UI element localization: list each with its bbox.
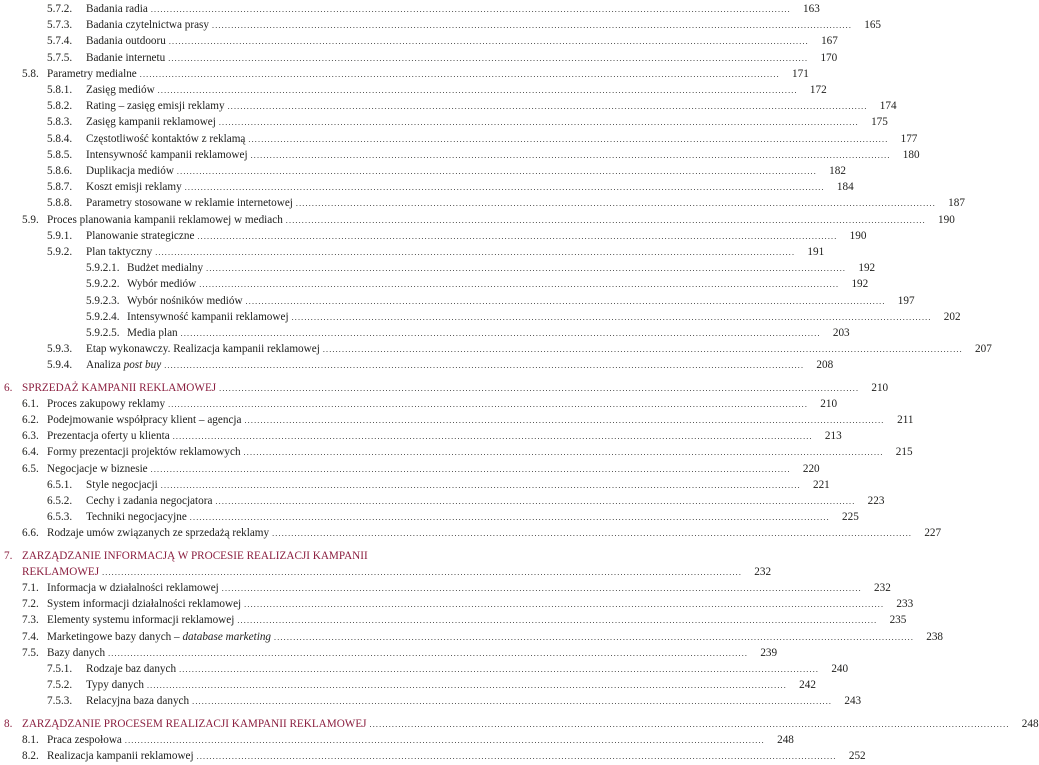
toc-number: 6.2. [22,414,39,426]
toc-number: 8.2. [22,750,39,762]
toc-number: 6. [4,381,13,394]
toc-title [127,260,203,276]
dot-leader: ........................................................................................................................................................................................................ [272,529,913,539]
toc-title-text: System informacji działalności reklamowej [47,598,242,611]
toc-page-number: 232 [874,582,891,594]
toc-title-text: Media plan [127,327,178,339]
dot-leader: ........................................................................................................................................................................................................ [245,296,886,306]
toc-title-text: Duplikacja mediów [86,165,174,177]
toc-number: 5.7.2. [47,3,73,15]
toc-title [86,114,216,130]
toc-page-number: 208 [816,359,834,372]
toc-page-number: 175 [871,116,888,129]
toc-page-number: 192 [858,262,876,275]
toc-number: 5.8.6. [47,165,73,177]
toc-page-number: 221 [812,478,830,491]
dot-leader: ........................................................................................................................................................................................................ [369,719,1010,729]
toc-title [86,179,182,195]
toc-number: 8.1. [22,733,39,746]
dot-leader: ........................................................................................................................................................................................................ [150,5,791,14]
toc-number: 5.9.2.1. [86,262,120,275]
toc-page-number: 182 [829,165,846,177]
toc-title-text: Relacyjna baza danych [86,695,190,708]
toc-title-text: Informacja w działalności reklamowej [47,582,219,594]
toc-entry[interactable] [47,693,862,709]
toc-title-text: Analiza [86,359,124,372]
toc-entry[interactable] [47,477,830,493]
toc-title [47,596,241,612]
toc-entry[interactable] [22,396,838,412]
toc-title-text: Parametry stosowane w reklamie internetowej [86,197,293,210]
toc-title [86,33,166,49]
toc-title [47,748,194,764]
toc-page-number: 215 [895,446,913,459]
toc-number: 5.9.4. [47,359,73,372]
toc-page-number: 232 [754,565,772,578]
toc-page-number: 180 [902,148,920,161]
toc-title [127,293,243,309]
dot-leader: ........................................................................................................................................................................................................ [206,264,847,274]
toc-number: 5.8.4. [47,132,73,145]
toc-page-number: 213 [824,430,842,443]
toc-title [47,428,170,444]
dot-leader: ........................................................................................................................................................................................................ [139,69,780,79]
toc-entry[interactable] [47,50,838,66]
toc-number: 5.8.3. [47,116,73,129]
toc-entry[interactable] [22,212,955,228]
toc-entry[interactable] [47,357,834,373]
dot-leader: ........................................................................................................................................................................................................ [102,567,743,577]
dot-leader: ........................................................................................................................................................................................................ [192,697,833,707]
toc-number: 6.5.3. [47,511,73,524]
toc-page-number: 163 [803,3,820,15]
toc-number: 8. [4,717,13,730]
toc-entry[interactable] [47,228,867,244]
toc-title-text: Proces planowania kampanii reklamowej w mediach [47,213,283,226]
toc-page-number: 239 [760,646,778,659]
toc-entry[interactable] [47,82,827,98]
toc-title-text: Plan taktyczny [86,246,153,258]
toc-title-text: Praca zespołowa [47,733,122,746]
dot-leader: ........................................................................................................................................................................................................ [160,480,801,490]
toc-title-text: Formy prezentacji projektów reklamowych [47,446,241,459]
toc-number: 5.9.2.2. [86,278,120,291]
toc-number: 7.1. [22,582,39,594]
toc-title-text: Zasięg kampanii reklamowej [86,116,216,129]
dot-leader: ........................................................................................................................................................................................................ [274,632,915,642]
toc-title [47,525,269,541]
toc-title [86,357,161,373]
toc-entry[interactable] [47,677,816,693]
toc-page-number: 238 [926,630,944,643]
toc-title-text: Budżet medialny [127,262,204,275]
dot-leader: ........................................................................................................................................................................................................ [108,648,749,658]
toc-title [127,276,196,292]
toc-entry[interactable] [4,564,772,580]
toc-title [86,147,248,163]
toc-page-number: 210 [871,381,889,394]
toc-number: 7.5.1. [47,663,73,675]
toc-title [47,212,283,228]
dot-leader: ........................................................................................................................................................................................................ [295,199,936,209]
toc-page-number: 227 [924,527,942,540]
toc-entry[interactable] [47,244,825,260]
toc-number: 6.5.2. [47,495,73,507]
dot-leader: ........................................................................................................................................................................................................ [248,134,889,144]
toc-page-number: 174 [879,100,897,113]
toc-page-number: 252 [848,750,866,762]
dot-leader: ........................................................................................................................................................................................................ [244,416,885,425]
toc-number: 6.4. [22,446,39,459]
toc-title [86,693,189,709]
toc-page-number: 220 [802,462,820,475]
toc-number: 7.3. [22,614,39,627]
dot-leader: ........................................................................................................................................................................................................ [189,513,830,523]
toc-title-text: Intensywność kampanii reklamowej [86,148,248,161]
dot-leader: ........................................................................................................................................................................................................ [197,231,838,241]
toc-number: 6.1. [22,397,39,410]
toc-title [86,131,245,147]
toc-page-number: 240 [831,663,849,675]
toc-title-text: Negocjacje w biznesie [47,462,148,475]
toc-number: 5.9.1. [47,229,73,242]
toc-number: 5.7.4. [47,35,73,48]
toc-number: 6.6. [22,527,39,540]
toc-title [86,509,187,525]
dot-leader: ........................................................................................................................................................................................................ [227,102,868,112]
dot-leader: ........................................................................................................................................................................................................ [180,329,821,338]
toc-number: 5.9.2.5. [86,327,120,339]
toc-title-text: Badanie internetu [86,51,166,64]
toc-page-number: 225 [842,511,859,524]
toc-title-text: Etap wykonawczy. Realizacja kampanii reklamowej [86,343,320,356]
toc-title [86,244,152,260]
toc-number: 7. [4,549,13,562]
toc-number: 5.9.2.4. [86,310,120,323]
toc-entry[interactable] [22,428,842,444]
dot-leader: ........................................................................................................................................................................................................ [157,86,798,95]
toc-title-text: Badania outdooru [86,35,166,48]
toc-number: 5.8.8. [47,197,73,210]
toc-title-text: Prezentacja oferty u klienta [47,430,170,443]
dot-leader: ........................................................................................................................................................................................................ [150,464,791,474]
toc-number: 5.8. [22,67,39,80]
toc-page-number: 191 [807,246,825,258]
toc-entry[interactable] [22,66,809,82]
toc-title [86,661,176,677]
toc-entry[interactable] [22,444,913,460]
toc-entry[interactable] [86,276,869,292]
toc-title-text: Podejmowanie współpracy klient – agencja [47,414,242,426]
dot-leader: ........................................................................................................................................................................................................ [291,312,932,322]
toc-title-italic: database marketing [182,630,272,643]
toc-title-text: Rating – zasięg emisji reklamy [86,100,225,113]
dot-leader: ........................................................................................................................................................................................................ [219,383,860,393]
toc-title-text: Planowanie strategiczne [86,229,195,242]
toc-title [47,444,241,460]
toc-entry[interactable] [47,1,820,17]
toc-entry[interactable] [22,580,891,596]
toc-title [86,228,194,244]
toc-title [86,163,174,179]
toc-title-text: Bazy danych [47,646,106,659]
toc-title-text: SPRZEDAŻ KAMPANII REKLAMOWEJ [22,381,217,394]
dot-leader: ........................................................................................................................................................................................................ [221,584,862,593]
toc-title-text: Cechy i zadania negocjatora [86,495,213,507]
dot-leader: ........................................................................................................................................................................................................ [212,21,853,31]
dot-leader: ........................................................................................................................................................................................................ [237,616,878,626]
toc-number: 5.8.2. [47,100,73,113]
toc-entry[interactable] [47,195,965,211]
toc-title [86,17,209,33]
dot-leader: ........................................................................................................................................................................................................ [215,497,856,506]
toc-page-number: 172 [809,84,827,96]
toc-page-number: 165 [864,19,882,32]
toc-title-text: Proces zakupowy reklamy [47,397,166,410]
toc-number: 5.7.5. [47,51,73,64]
toc-chapter[interactable] [4,380,889,396]
toc-number: 5.7.3. [47,19,73,32]
toc-entry[interactable] [22,412,914,428]
toc-title [47,645,105,661]
toc-number: 7.5.2. [47,679,73,692]
dot-leader: ........................................................................................................................................................................................................ [124,735,765,745]
toc-entry[interactable] [22,732,794,748]
toc-title-text: Marketingowe bazy danych – [47,630,183,643]
dot-leader: ........................................................................................................................................................................................................ [218,118,859,128]
toc-title [86,195,293,211]
dot-leader: ........................................................................................................................................................................................................ [155,248,796,257]
toc-number: 5.9. [22,213,39,226]
toc-title [22,380,216,396]
toc-title-text: Wybór nośników mediów [127,294,243,307]
toc-title [86,341,320,357]
toc-number: 6.5. [22,462,39,475]
dot-leader: ........................................................................................................................................................................................................ [168,399,809,409]
toc-number: 5.8.5. [47,148,73,161]
toc-number: 5.9.2. [47,246,73,258]
dot-leader: ........................................................................................................................................................................................................ [244,600,885,610]
toc-page-number: 171 [792,67,809,80]
dot-leader: ........................................................................................................................................................................................................ [285,215,926,225]
toc-title [127,325,178,341]
toc-entry[interactable] [86,260,876,276]
toc-title-italic: post buy [123,359,162,372]
dot-leader: ........................................................................................................................................................................................................ [179,665,820,674]
toc-title [86,1,148,17]
toc-entry[interactable] [86,309,961,325]
toc-page-number: 235 [889,614,907,627]
toc-chapter[interactable] [4,716,1039,732]
toc-page-number: 210 [820,397,838,410]
toc-entry[interactable] [47,98,897,114]
toc-page-number: 192 [851,278,869,291]
toc-title-continued: REKLAMOWEJ [22,565,100,578]
toc-entry[interactable] [22,645,778,661]
toc-title [47,412,241,428]
toc-entry[interactable] [47,179,854,195]
toc-title [47,580,219,596]
toc-title [47,461,148,477]
toc-entry[interactable] [86,293,915,309]
toc-page-number: 242 [799,679,816,692]
toc-entry[interactable] [47,114,888,130]
toc-entry[interactable] [47,493,885,509]
toc-page-number: 197 [897,294,915,307]
toc-title [86,98,225,114]
toc-page-number: 170 [820,51,838,64]
toc-title-text: Realizacja kampanii reklamowej [47,750,194,762]
toc-title [86,493,212,509]
toc-title [86,82,155,98]
toc-page-number: 184 [836,181,854,194]
toc-entry[interactable] [22,629,944,645]
dot-leader: ........................................................................................................................................................................................................ [164,361,805,371]
toc-title [47,66,137,82]
toc-title [86,477,158,493]
dot-leader: ........................................................................................................................................................................................................ [146,681,787,691]
dot-leader: ........................................................................................................................................................................................................ [199,280,840,290]
toc-page-number: 248 [1021,717,1039,730]
toc-number: 5.8.7. [47,181,73,194]
toc-title-text: Koszt emisji reklamy [86,181,182,194]
toc-entry[interactable] [47,163,846,179]
toc-title-text: Typy danych [86,679,144,692]
toc-page-number: 248 [777,733,794,746]
toc-number: 7.2. [22,598,39,611]
toc-title-text: Intensywność kampanii reklamowej [127,310,289,323]
toc-number: 6.5.1. [47,478,73,491]
toc-number: 5.8.1. [47,84,73,96]
dot-leader: ........................................................................................................................................................................................................ [176,167,817,176]
toc-page-number: 211 [897,414,914,426]
toc-title [47,396,165,412]
toc-page-number: 223 [867,495,885,507]
toc-title-text: Elementy systemu informacji reklamowej [47,614,235,627]
toc-number: 7.4. [22,630,39,643]
dot-leader: ........................................................................................................................................................................................................ [243,448,884,458]
toc-title [127,309,289,325]
toc-page-number: 177 [900,132,918,145]
toc-number: 5.9.3. [47,343,73,356]
toc-title-text: Wybór mediów [127,278,197,291]
toc-page-number: 233 [896,598,914,611]
toc-entry[interactable] [47,33,838,49]
toc-page-number: 243 [844,695,862,708]
toc-title-text: Częstotliwość kontaktów z reklamą [86,132,246,145]
toc-entry[interactable] [47,17,882,33]
toc-page-number: 167 [821,35,838,48]
dot-leader: ........................................................................................................................................................................................................ [168,37,809,47]
toc-page-number: 187 [948,197,965,210]
toc-entry[interactable] [47,147,920,163]
toc-entry[interactable] [22,596,914,612]
toc-entry[interactable] [22,461,820,477]
toc-page-number: 203 [832,327,850,339]
toc-title-text: Style negocjacji [86,478,158,491]
toc-title-text: Rodzaje baz danych [86,663,177,675]
toc-entry[interactable] [22,612,907,628]
toc-number: 6.3. [22,430,39,443]
toc-title [22,716,367,732]
toc-title-text: Rodzaje umów związanych ze sprzedażą reklamy [47,527,270,540]
toc-number: 7.5.3. [47,695,73,708]
toc-title [86,50,165,66]
toc-title [47,629,271,645]
toc-title-text: ZARZĄDZANIE PROCESEM REALIZACJI KAMPANII REKLAMOWEJ [22,717,367,730]
toc-title-text: Badania radia [86,3,148,15]
toc-title-text: Techniki negocjacyjne [86,511,187,524]
toc-number: 7.5. [22,646,39,659]
toc-title [47,612,234,628]
dot-leader: ........................................................................................................................................................................................................ [172,432,813,442]
dot-leader: ........................................................................................................................................................................................................ [322,345,963,355]
toc-entry[interactable] [47,341,992,357]
toc-entry[interactable] [47,131,918,147]
toc-entry[interactable] [22,525,942,541]
toc-title [86,677,144,693]
dot-leader: ........................................................................................................................................................................................................ [184,183,825,193]
toc-entry[interactable] [22,748,866,764]
toc-page-number: 207 [975,343,992,356]
toc-title [47,732,122,748]
toc-page-number: 190 [938,213,955,226]
dot-leader: ........................................................................................................................................................................................................ [250,150,891,160]
toc-entry[interactable] [86,325,850,341]
toc-page-number: 202 [943,310,961,323]
toc-title-text: Badania czytelnictwa prasy [86,19,210,32]
toc-title: ZARZĄDZANIE INFORMACJĄ W PROCESIE REALIZACJI KAMPANII [22,549,368,562]
dot-leader: ........................................................................................................................................................................................................ [196,752,837,761]
toc-entry[interactable] [47,509,859,525]
toc-chapter-line[interactable] [4,548,489,564]
toc-title-text: Parametry medialne [47,67,137,80]
toc-entry[interactable] [47,661,849,677]
toc-number: 5.9.2.3. [86,294,120,307]
toc-page-number: 190 [849,229,867,242]
toc-title-text: Zasięg mediów [86,84,155,96]
dot-leader: ........................................................................................................................................................................................................ [168,53,809,63]
